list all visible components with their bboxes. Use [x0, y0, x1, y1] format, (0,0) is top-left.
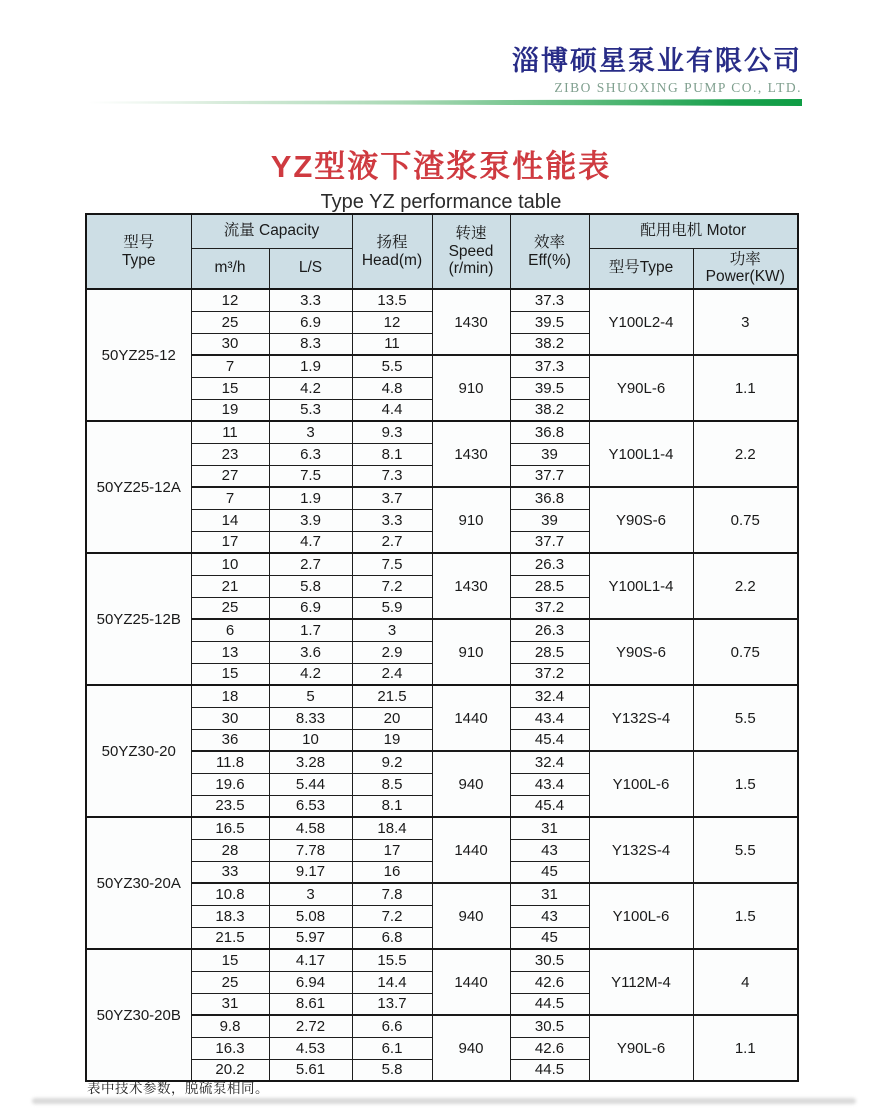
capacity-ls-cell: 5.3: [269, 399, 352, 421]
capacity-m3h-cell: 23: [191, 443, 269, 465]
eff-cell: 30.5: [510, 949, 589, 971]
company-name-cn: 淄博硕星泵业有限公司: [512, 46, 802, 76]
eff-cell: 44.5: [510, 1059, 589, 1081]
motor-type-cell: Y90L-6: [589, 355, 693, 421]
capacity-m3h-cell: 19.6: [191, 773, 269, 795]
head-cell: 7.2: [352, 905, 432, 927]
speed-cell: 1440: [432, 685, 510, 751]
performance-table-head: [86, 214, 798, 289]
eff-cell: 42.6: [510, 1037, 589, 1059]
eff-cell: 36.8: [510, 421, 589, 443]
eff-cell: 43: [510, 905, 589, 927]
capacity-m3h-cell: 9.8: [191, 1015, 269, 1037]
capacity-m3h-cell: 11.8: [191, 751, 269, 773]
motor-power-cell: 3: [693, 289, 798, 355]
motor-type-cell: Y132S-4: [589, 685, 693, 751]
col-header-m3h: m³/h: [191, 248, 269, 289]
footer-note: 表中技术参数，脱硫泵相同。: [87, 1081, 269, 1096]
motor-power-cell: 4: [693, 949, 798, 1015]
head-cell: 4.8: [352, 377, 432, 399]
capacity-ls-cell: 4.7: [269, 531, 352, 553]
eff-cell: 44.5: [510, 993, 589, 1015]
col-header-capacity: 流量 Capacity: [191, 214, 352, 248]
capacity-m3h-cell: 25: [191, 311, 269, 333]
eff-cell: 43.4: [510, 773, 589, 795]
eff-cell: 42.6: [510, 971, 589, 993]
pump-type-cell: 50YZ25-12B: [86, 553, 191, 685]
eff-cell: 37.2: [510, 663, 589, 685]
eff-cell: 32.4: [510, 751, 589, 773]
motor-type-cell: Y100L-6: [589, 883, 693, 949]
capacity-m3h-cell: 36: [191, 729, 269, 751]
speed-cell: 940: [432, 751, 510, 817]
capacity-ls-cell: 4.53: [269, 1037, 352, 1059]
capacity-ls-cell: 5.61: [269, 1059, 352, 1081]
head-cell: 19: [352, 729, 432, 751]
eff-cell: 37.3: [510, 289, 589, 311]
capacity-m3h-cell: 28: [191, 839, 269, 861]
company-header: [512, 44, 802, 96]
capacity-ls-cell: 4.58: [269, 817, 352, 839]
capacity-ls-cell: 7.5: [269, 465, 352, 487]
green-divider-rule: [88, 99, 802, 106]
capacity-ls-cell: 5: [269, 685, 352, 707]
col-header-speed-en: Speed: [448, 242, 494, 260]
motor-type-cell: Y100L-6: [589, 751, 693, 817]
capacity-ls-cell: 4.17: [269, 949, 352, 971]
capacity-ls-cell: 10: [269, 729, 352, 751]
col-header-eff: [510, 214, 589, 289]
motor-power-cell: 1.5: [693, 751, 798, 817]
table-row: [86, 949, 798, 971]
head-cell: 12: [352, 311, 432, 333]
col-header-motor-power: 功率Power(KW): [693, 248, 798, 289]
col-header-speed-unit: (r/min): [448, 260, 494, 278]
speed-cell: 1430: [432, 289, 510, 355]
capacity-ls-cell: 5.97: [269, 927, 352, 949]
capacity-m3h-cell: 20.2: [191, 1059, 269, 1081]
capacity-m3h-cell: 10: [191, 553, 269, 575]
head-cell: 16: [352, 861, 432, 883]
eff-cell: 39.5: [510, 377, 589, 399]
eff-cell: 32.4: [510, 685, 589, 707]
capacity-ls-cell: 3.9: [269, 509, 352, 531]
title-block: [0, 141, 882, 214]
eff-cell: 28.5: [510, 641, 589, 663]
capacity-ls-cell: 6.9: [269, 311, 352, 333]
capacity-m3h-cell: 7: [191, 487, 269, 509]
motor-type-cell: Y90S-6: [589, 487, 693, 553]
eff-cell: 38.2: [510, 333, 589, 355]
head-cell: 13.5: [352, 289, 432, 311]
head-cell: 13.7: [352, 993, 432, 1015]
head-cell: 20: [352, 707, 432, 729]
table-row: [86, 355, 798, 377]
eff-cell: 37.7: [510, 465, 589, 487]
capacity-ls-cell: 9.17: [269, 861, 352, 883]
capacity-m3h-cell: 15: [191, 377, 269, 399]
motor-type-cell: Y112M-4: [589, 949, 693, 1015]
speed-cell: 940: [432, 1015, 510, 1081]
motor-type-cell: Y132S-4: [589, 817, 693, 883]
eff-cell: 39: [510, 443, 589, 465]
head-cell: 4.4: [352, 399, 432, 421]
eff-cell: 28.5: [510, 575, 589, 597]
head-cell: 2.9: [352, 641, 432, 663]
table-row: [86, 883, 798, 905]
capacity-m3h-cell: 31: [191, 993, 269, 1015]
head-cell: 3.7: [352, 487, 432, 509]
head-cell: 11: [352, 333, 432, 355]
motor-type-cell: Y100L1-4: [589, 553, 693, 619]
head-cell: 15.5: [352, 949, 432, 971]
capacity-m3h-cell: 11: [191, 421, 269, 443]
capacity-m3h-cell: 15: [191, 663, 269, 685]
capacity-ls-cell: 6.94: [269, 971, 352, 993]
capacity-m3h-cell: 25: [191, 597, 269, 619]
capacity-m3h-cell: 10.8: [191, 883, 269, 905]
col-header-motor: 配用电机 Motor: [589, 214, 798, 248]
motor-power-cell: 5.5: [693, 685, 798, 751]
head-cell: 5.8: [352, 1059, 432, 1081]
performance-table-body: [86, 289, 798, 1081]
pump-type-cell: 50YZ25-12A: [86, 421, 191, 553]
capacity-m3h-cell: 30: [191, 707, 269, 729]
head-cell: 8.1: [352, 795, 432, 817]
head-cell: 17: [352, 839, 432, 861]
motor-power-cell: 5.5: [693, 817, 798, 883]
capacity-m3h-cell: 18: [191, 685, 269, 707]
col-header-motor-type: 型号Type: [589, 248, 693, 289]
capacity-m3h-cell: 18.3: [191, 905, 269, 927]
head-cell: 9.3: [352, 421, 432, 443]
motor-power-cell: 1.1: [693, 1015, 798, 1081]
head-cell: 8.1: [352, 443, 432, 465]
head-cell: 21.5: [352, 685, 432, 707]
col-header-speed-cn: 转速: [455, 224, 487, 242]
capacity-ls-cell: 1.9: [269, 487, 352, 509]
head-cell: 9.2: [352, 751, 432, 773]
eff-cell: 38.2: [510, 399, 589, 421]
bottom-edge-strip: [32, 1098, 856, 1104]
performance-table: [85, 213, 799, 1082]
pump-type-cell: 50YZ30-20B: [86, 949, 191, 1081]
head-cell: 5.5: [352, 355, 432, 377]
capacity-ls-cell: 3.6: [269, 641, 352, 663]
table-row: [86, 421, 798, 443]
col-header-head-en: Head(m): [361, 251, 423, 269]
motor-power-cell: 2.2: [693, 421, 798, 487]
head-cell: 7.5: [352, 553, 432, 575]
col-header-head: [352, 214, 432, 289]
motor-type-cell: Y90L-6: [589, 1015, 693, 1081]
capacity-m3h-cell: 13: [191, 641, 269, 663]
table-row: [86, 817, 798, 839]
speed-cell: 910: [432, 487, 510, 553]
motor-power-cell: 1.5: [693, 883, 798, 949]
pump-type-cell: 50YZ25-12: [86, 289, 191, 421]
motor-type-cell: Y100L1-4: [589, 421, 693, 487]
eff-cell: 36.8: [510, 487, 589, 509]
capacity-ls-cell: 3: [269, 883, 352, 905]
eff-cell: 30.5: [510, 1015, 589, 1037]
capacity-ls-cell: 3.3: [269, 289, 352, 311]
head-cell: 5.9: [352, 597, 432, 619]
capacity-m3h-cell: 19: [191, 399, 269, 421]
head-cell: 3: [352, 619, 432, 641]
capacity-ls-cell: 8.61: [269, 993, 352, 1015]
capacity-ls-cell: 2.7: [269, 553, 352, 575]
motor-type-cell: Y90S-6: [589, 619, 693, 685]
capacity-ls-cell: 5.44: [269, 773, 352, 795]
col-header-type-cn: 型号: [123, 233, 155, 251]
table-row: [86, 685, 798, 707]
eff-cell: 26.3: [510, 619, 589, 641]
head-cell: 6.6: [352, 1015, 432, 1037]
capacity-ls-cell: 1.9: [269, 355, 352, 377]
capacity-ls-cell: 2.72: [269, 1015, 352, 1037]
head-cell: 8.5: [352, 773, 432, 795]
capacity-m3h-cell: 21: [191, 575, 269, 597]
capacity-ls-cell: 3: [269, 421, 352, 443]
eff-cell: 26.3: [510, 553, 589, 575]
pump-type-cell: 50YZ30-20: [86, 685, 191, 817]
capacity-ls-cell: 4.2: [269, 663, 352, 685]
eff-cell: 31: [510, 817, 589, 839]
capacity-m3h-cell: 12: [191, 289, 269, 311]
capacity-ls-cell: 6.53: [269, 795, 352, 817]
motor-power-cell: 0.75: [693, 619, 798, 685]
capacity-m3h-cell: 16.5: [191, 817, 269, 839]
capacity-ls-cell: 5.8: [269, 575, 352, 597]
capacity-ls-cell: 6.3: [269, 443, 352, 465]
table-row: [86, 487, 798, 509]
speed-cell: 1430: [432, 553, 510, 619]
table-row: [86, 619, 798, 641]
eff-cell: 37.2: [510, 597, 589, 619]
head-cell: 7.8: [352, 883, 432, 905]
head-cell: 2.7: [352, 531, 432, 553]
eff-cell: 45.4: [510, 795, 589, 817]
eff-cell: 43.4: [510, 707, 589, 729]
capacity-m3h-cell: 17: [191, 531, 269, 553]
head-cell: 7.3: [352, 465, 432, 487]
speed-cell: 1440: [432, 949, 510, 1015]
speed-cell: 910: [432, 355, 510, 421]
speed-cell: 1430: [432, 421, 510, 487]
eff-cell: 31: [510, 883, 589, 905]
eff-cell: 43: [510, 839, 589, 861]
eff-cell: 45: [510, 927, 589, 949]
col-header-eff-en: Eff(%): [528, 251, 571, 269]
col-header-head-cn: 扬程: [376, 233, 408, 251]
capacity-ls-cell: 5.08: [269, 905, 352, 927]
capacity-m3h-cell: 16.3: [191, 1037, 269, 1059]
capacity-m3h-cell: 33: [191, 861, 269, 883]
capacity-ls-cell: 6.9: [269, 597, 352, 619]
page-title-en: Type YZ performance table: [320, 191, 562, 213]
motor-power-cell: 0.75: [693, 487, 798, 553]
page-title-cn: YZ型液下渣浆泵性能表: [270, 149, 612, 184]
col-header-eff-cn: 效率: [533, 233, 565, 251]
capacity-m3h-cell: 7: [191, 355, 269, 377]
eff-cell: 45.4: [510, 729, 589, 751]
speed-cell: 940: [432, 883, 510, 949]
capacity-m3h-cell: 15: [191, 949, 269, 971]
motor-power-cell: 1.1: [693, 355, 798, 421]
motor-power-cell: 2.2: [693, 553, 798, 619]
table-row: [86, 1015, 798, 1037]
eff-cell: 37.7: [510, 531, 589, 553]
capacity-m3h-cell: 25: [191, 971, 269, 993]
capacity-m3h-cell: 21.5: [191, 927, 269, 949]
head-cell: 18.4: [352, 817, 432, 839]
table-row: [86, 289, 798, 311]
pump-type-cell: 50YZ30-20A: [86, 817, 191, 949]
head-cell: 2.4: [352, 663, 432, 685]
eff-cell: 45: [510, 861, 589, 883]
table-row: [86, 553, 798, 575]
head-cell: 3.3: [352, 509, 432, 531]
capacity-ls-cell: 7.78: [269, 839, 352, 861]
col-header-type: [86, 214, 191, 289]
eff-cell: 37.3: [510, 355, 589, 377]
company-name-en: ZIBO SHUOXING PUMP CO., LTD.: [554, 80, 802, 96]
head-cell: 7.2: [352, 575, 432, 597]
head-cell: 6.1: [352, 1037, 432, 1059]
col-header-type-en: Type: [121, 251, 156, 269]
capacity-m3h-cell: 30: [191, 333, 269, 355]
col-header-ls: L/S: [269, 248, 352, 289]
motor-type-cell: Y100L2-4: [589, 289, 693, 355]
capacity-m3h-cell: 6: [191, 619, 269, 641]
capacity-ls-cell: 1.7: [269, 619, 352, 641]
speed-cell: 910: [432, 619, 510, 685]
table-row: [86, 751, 798, 773]
capacity-ls-cell: 3.28: [269, 751, 352, 773]
capacity-ls-cell: 4.2: [269, 377, 352, 399]
col-header-speed: [432, 214, 510, 289]
capacity-m3h-cell: 23.5: [191, 795, 269, 817]
capacity-ls-cell: 8.33: [269, 707, 352, 729]
head-cell: 6.8: [352, 927, 432, 949]
speed-cell: 1440: [432, 817, 510, 883]
capacity-m3h-cell: 14: [191, 509, 269, 531]
header-row-1: [86, 214, 798, 248]
capacity-m3h-cell: 27: [191, 465, 269, 487]
eff-cell: 39.5: [510, 311, 589, 333]
eff-cell: 39: [510, 509, 589, 531]
head-cell: 14.4: [352, 971, 432, 993]
capacity-ls-cell: 8.3: [269, 333, 352, 355]
